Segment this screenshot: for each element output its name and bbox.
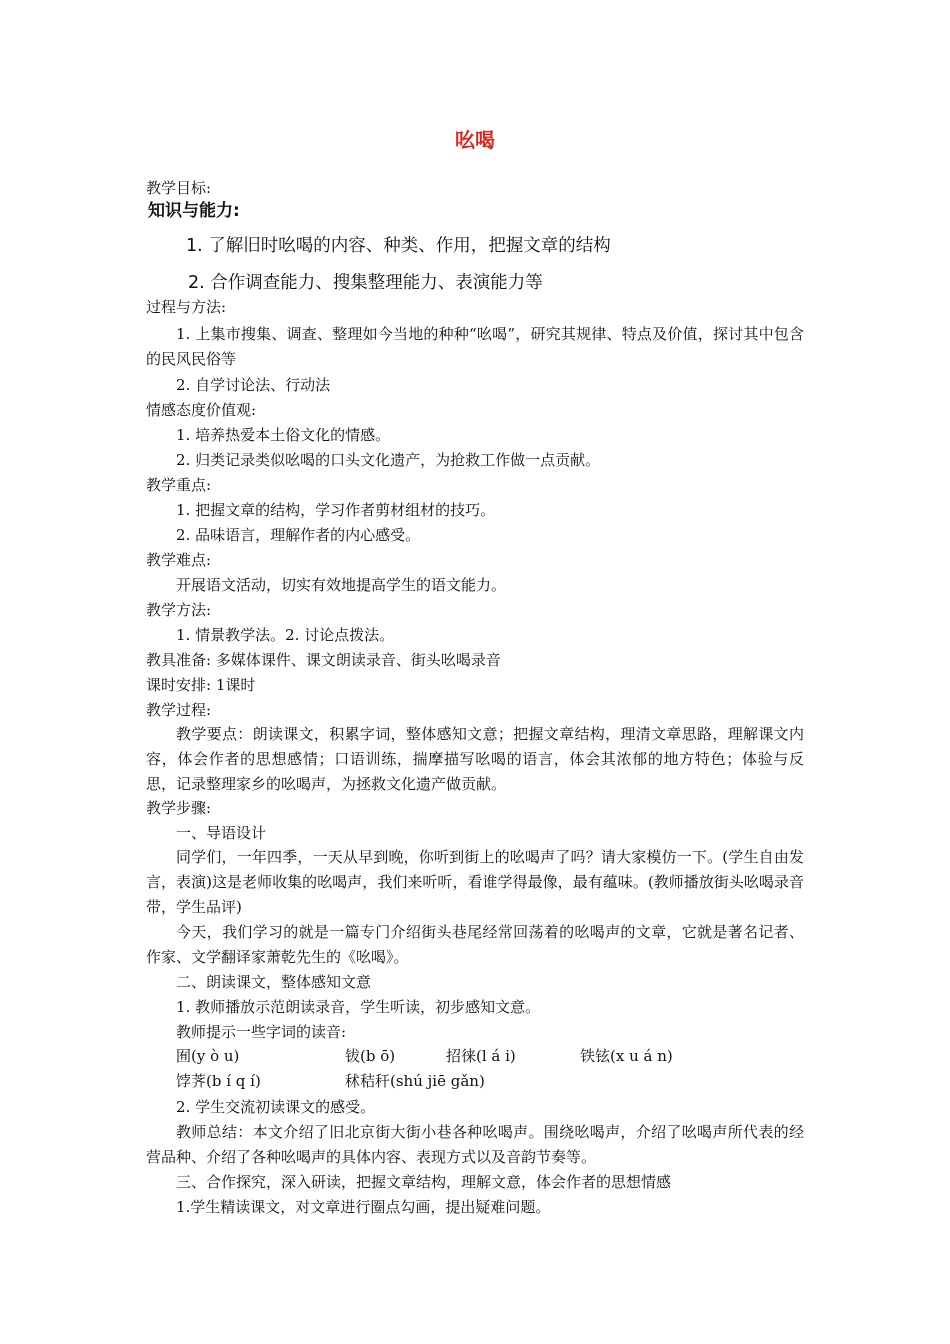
goals-heading: 教学目标: <box>146 179 212 197</box>
pronunciation-item: 饽荠(b í q í) <box>176 1072 261 1090</box>
knowledge-heading: 知识与能力: <box>148 201 240 221</box>
emotion-item: 2. 归类记录类似吆喝的口头文化遗产，为抢救工作做一点贡献。 <box>176 451 601 469</box>
teacher-summary: 教师总结：本文介绍了旧北京街大街小巷各种吆喝声。围绕吆喝声，介绍了吆喝声所代表的经营品种、介绍了各种吆喝声的具体内容、表现方式以及音韵节奏等。 <box>146 1123 804 1166</box>
step3-item: 1.学生精读课文，对文章进行圈点勾画，提出疑难问题。 <box>176 1198 551 1216</box>
pronunciation-item: 囿(y ò u) <box>176 1047 240 1065</box>
key-point-item: 2. 品味语言，理解作者的内心感受。 <box>176 526 421 544</box>
difficulty-heading: 教学难点: <box>146 551 212 569</box>
schedule-line: 课时安排: 1课时 <box>146 676 256 694</box>
tools-line: 教具准备: 多媒体课件、课文朗读录音、街头吆喝录音 <box>146 651 501 669</box>
methods-heading: 教学方法: <box>146 601 212 619</box>
pronunciation-item: 铁铉(x u á n) <box>580 1047 673 1065</box>
step3-heading: 三、合作探究，深入研读，把握文章结构，理解文意，体会作者的思想情感 <box>176 1173 672 1191</box>
process-heading: 过程与方法: <box>146 298 227 316</box>
step2-heading: 二、朗读课文，整体感知文意 <box>176 973 372 991</box>
pronunciation-prompt: 教师提示一些字词的读音: <box>176 1023 347 1041</box>
pronunciation-item: 招徕(l á i) <box>446 1047 516 1065</box>
step1-paragraph: 今天，我们学习的就是一篇专门介绍街头巷尾经常回荡着的吆喝声的文章，它就是著名记者、作家、文学翻译家萧乾先生的《吆喝》。 <box>146 923 804 966</box>
process-item: 1. 上集市搜集、调查、整理如今当地的种种“吆喝”，研究其规律、特点及价值，探讨其中包含的民风民俗等 <box>146 325 804 368</box>
process-steps-heading: 教学过程: <box>146 701 212 719</box>
step2-item: 1. 教师播放示范朗读录音，学生听读，初步感知文意。 <box>176 998 541 1016</box>
emotion-heading: 情感态度价值观: <box>146 401 257 419</box>
teaching-points: 教学要点：朗读课文，积累字词，整体感知文意；把握文章结构，理清文章思路，理解课文内容，体会作者的思想感情；口语训练，揣摩描写吆喝的语言，体会其浓郁的地方特色；体验与反思，记录整理家乡的吆喝声，为拯救文化遗产做贡献。 <box>146 725 804 793</box>
step2-item: 2. 学生交流初读课文的感受。 <box>176 1098 376 1116</box>
step1-paragraph: 同学们，一年四季，一天从早到晚，你听到街上的吆喝声了吗？请大家模仿一下。(学生自由发言，表演)这是老师收集的吆喝声，我们来听听，看谁学得最像，最有蕴味。(教师播放街头吆喝录音带，学生品评) <box>146 848 804 916</box>
steps-heading: 教学步骤: <box>146 799 212 817</box>
knowledge-item: 2. 合作调查能力、搜集整理能力、表演能力等 <box>188 273 543 293</box>
process-item: 2. 自学讨论法、行动法 <box>176 376 331 394</box>
pronunciation-item: 钹(b ō) <box>345 1047 396 1065</box>
knowledge-item: 1. 了解旧时吆喝的内容、种类、作用，把握文章的结构 <box>186 236 611 256</box>
methods-text: 1. 情景教学法。2. 讨论点拨法。 <box>176 626 395 644</box>
key-points-heading: 教学重点: <box>146 476 212 494</box>
difficulty-text: 开展语文活动，切实有效地提高学生的语文能力。 <box>176 576 507 594</box>
document-title: 吆喝 <box>455 128 495 152</box>
pronunciation-item: 秫秸秆(shú jiē gǎn) <box>345 1072 485 1090</box>
emotion-item: 1. 培养热爱本土俗文化的情感。 <box>176 426 391 444</box>
step1-heading: 一、导语设计 <box>176 824 267 842</box>
key-point-item: 1. 把握文章的结构，学习作者剪材组材的技巧。 <box>176 501 496 519</box>
